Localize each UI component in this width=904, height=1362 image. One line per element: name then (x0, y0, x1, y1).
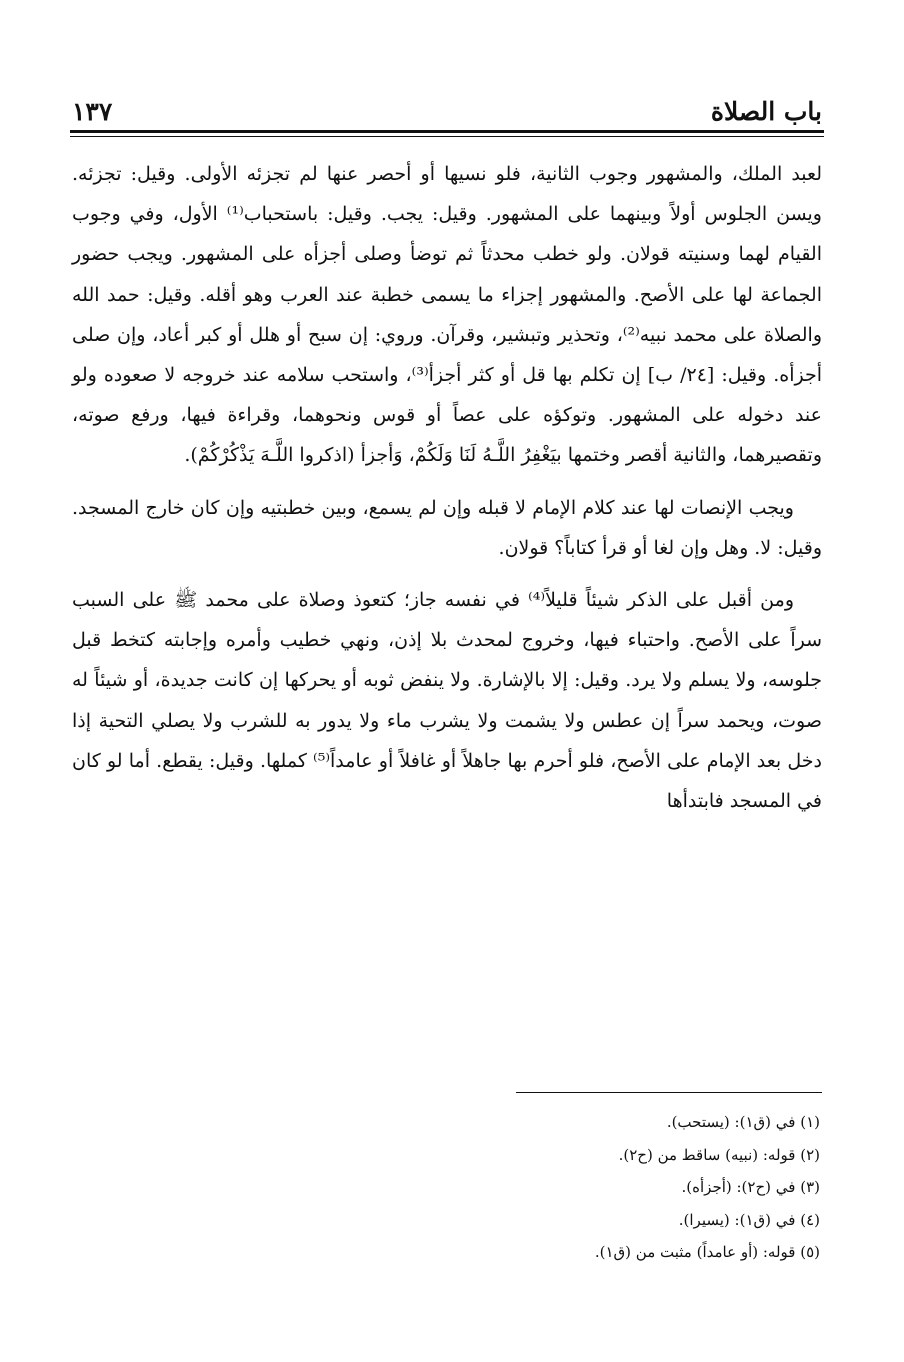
footnote-4: (٤) في (ق١): (يسيرا). (678, 1210, 820, 1229)
page-number: ١٣٧ (72, 97, 113, 126)
paragraph-2: ويجب الإنصات لها عند كلام الإمام لا قبله وإن لم يسمع، وبين خطبتيه وإن كان خارج المسجد. وقيل: لا. وهل وإن لغا أو قرأ كتاباً؟ قولان. (72, 496, 822, 559)
footnote-3: (٣) في (ح٢): (أجزأه). (681, 1178, 820, 1197)
chapter-title: باب الصلاة (710, 97, 822, 126)
paragraph-1: لعبد الملك، والمشهور وجوب الثانية، فلو نسيها أو أحصر عنها لم تجزئه الأولى. وقيل: تجزئه. ويسن الجلوس أولاً وبينهما على المشهور. وقيل: يجب. وقيل: باستحباب⁽¹⁾ الأول، وفي وجوب القيام لهما وسنيته قولان. ولو خطب محدثاً ثم توضأ وصلى أجزأه على المشهور. ويجب حضور الجماعة لها على الأصح. والمشهور إجزاء ما يسمى خطبة عند العرب وهو أقله. وقيل: حمد الله والصلاة على محمد نبيه⁽²⁾، وتحذير وتبشير، وقرآن. وروي: إن سبح أو هلل أو كبر أعاد، وإن صلى أجزأه. وقيل: [٢٤/ ب] إن تكلم بها قل أو كثر أجزأ⁽³⁾، واستحب سلامه عند خروجه لا صعوده ولو عند دخوله على المشهور. وتوكؤه على عصاً أو قوس ونحوهما، وقراءة فيها، ورفع صوته، وتقصيرهما، والثانية أقصر وختمها بيَغْفِرُ اللَّـهُ لَنَا وَلَكُمْ، وَأجزأ (اذكروا اللَّـهَ يَذْكُرْكُمْ). (72, 163, 822, 467)
header-rule-thick (70, 130, 824, 133)
main-text (72, 154, 822, 821)
footnote-5: (٥) قوله: (أو عامداً) مثبت من (ق١). (594, 1243, 820, 1262)
paragraph-3: ومن أقبل على الذكر شيئاً قليلاً⁽⁴⁾ في نفسه جاز؛ كتعوذ وصلاة على محمد ﷺ على السبب سراً على الأصح. واحتباء فيها، وخروج لمحدث بلا إذن، ونهي خطيب وأمره وإجابته كتخط قبل جلوسه، ولا يسلم ولا يرد. وقيل: إلا بالإشارة. ولا ينفض ثوبه أو يحركها إن كانت جديدة، أو شيئاً له صوت، ويحمد سراً إن عطس ولا يشمت ولا يشرب ماء ولا يدور به للشرب ولا يصلي التحية إذا دخل بعد الإمام على الأصح، فلو أحرم بها جاهلاً أو غافلاً أو عامداً⁽⁵⁾ كملها. وقيل: يقطع. أما لو كان في المسجد فابتدأها (72, 589, 822, 813)
footnotes-list (300, 1106, 820, 1269)
page-header (72, 80, 822, 124)
footnote-separator (516, 1092, 822, 1093)
footnote-1: (١) في (ق١): (يستحب). (666, 1113, 820, 1131)
header-rule-thin (70, 136, 824, 137)
footnote-2: (٢) قوله: (نبيه) ساقط من (ح٢). (618, 1145, 820, 1164)
